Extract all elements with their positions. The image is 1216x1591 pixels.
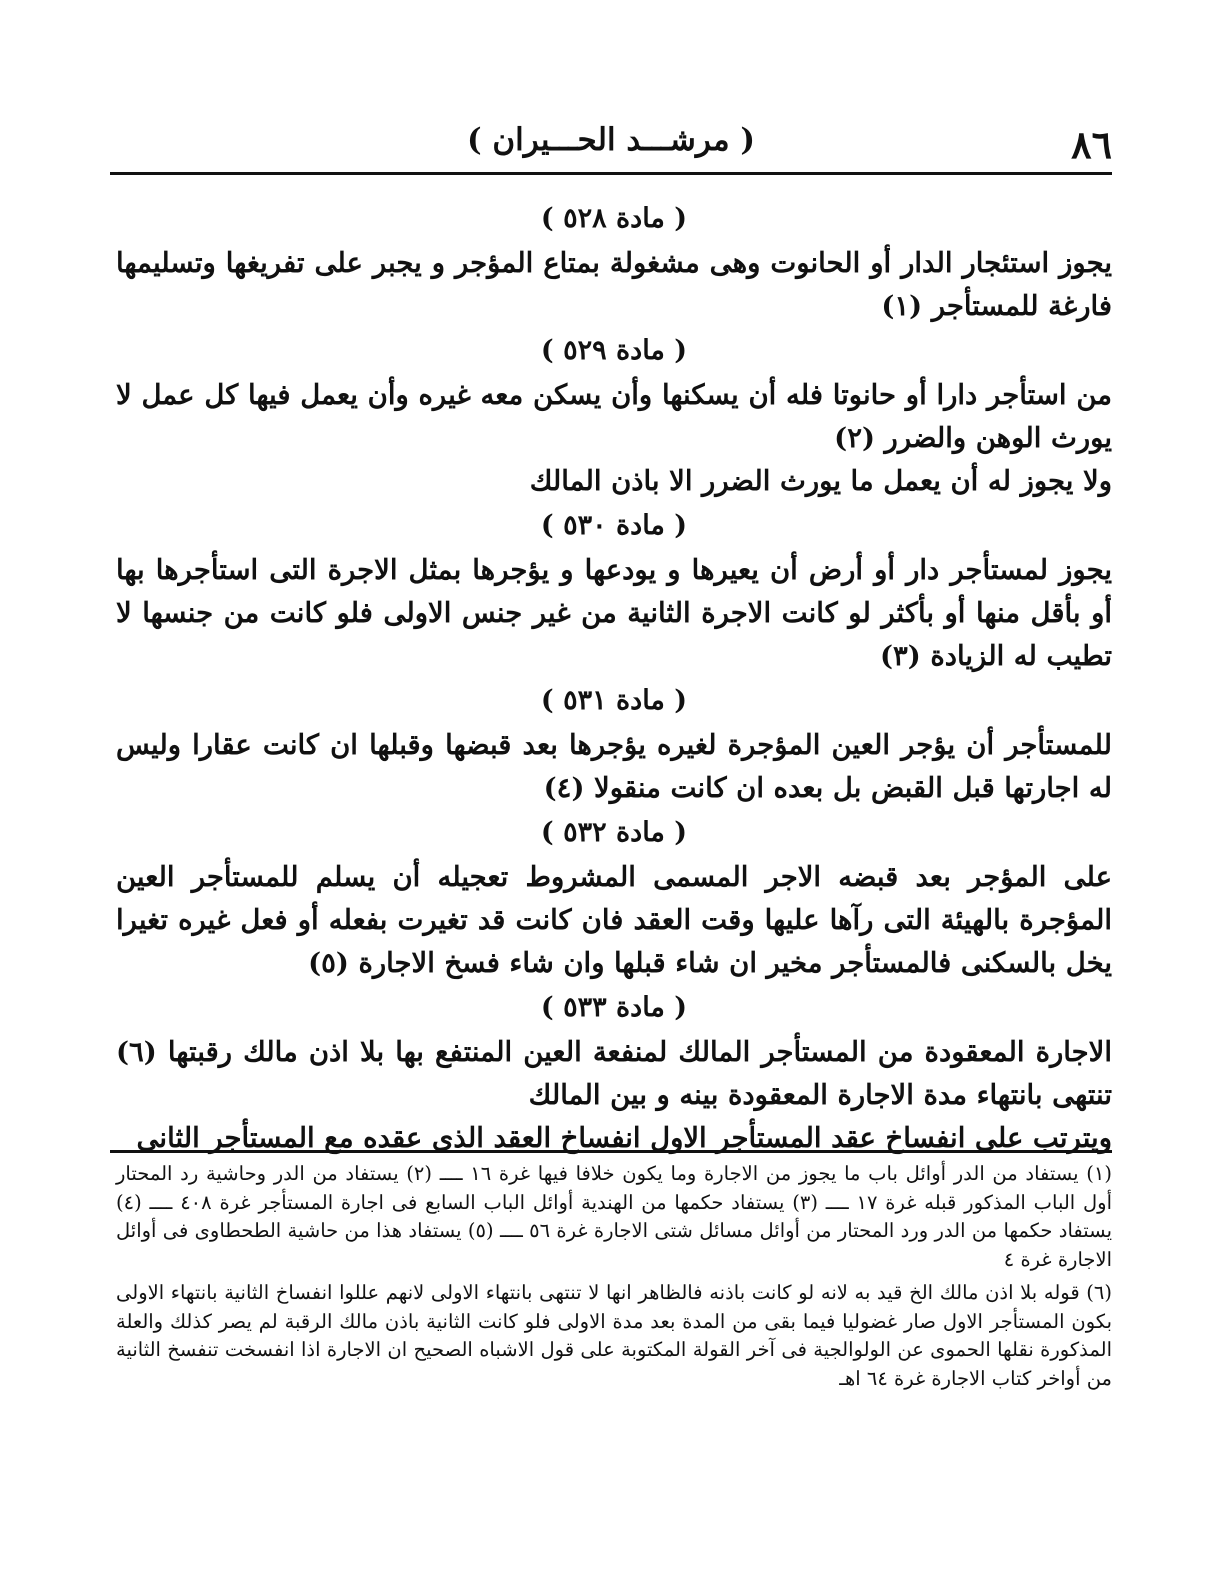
article-528	[116, 200, 1112, 328]
running-title: ( مرشـــد الحـــيران )	[466, 122, 756, 158]
article-text: الاجارة المعقودة من المستأجر المالك لمنفعة العين المنتفع بها بلا اذن مالك رقبتها (٦) تنتهى بانتهاء مدة الاجارة المعقودة بينه و بين المالك	[116, 1036, 1112, 1111]
article-text: على المؤجر بعد قبضه الاجر المسمى المشروط تعجيله أن يسلم للمستأجر العين المؤجرة بالهيئة التى رآها عليها وقت العقد فان كانت قد تغيرت بفعله أو فعل غيره تغيرا يخل بالسكنى فالمستأجر مخير ان شاء قبلها وان شاء فسخ الاجارة (٥)	[116, 861, 1112, 979]
article-text: من استأجر دارا أو حانوتا فله أن يسكنها وأن يسكن معه غيره وأن يعمل فيها كل عمل لا يورث الوهن والضرر (٢)	[116, 379, 1112, 454]
article-532	[116, 814, 1112, 985]
article-text: ويترتب على انفساخ عقد المستأجر الاول انفساخ العقد الذى عقده مع المستأجر الثانى	[136, 1122, 1112, 1154]
article-heading: ( مادة ٥٣٣ )	[540, 992, 688, 1023]
article-heading: ( مادة ٥٣٠ )	[540, 510, 688, 541]
footnote: (١) يستفاد من الدر أوائل باب ما يجوز من الاجارة وما يكون خلافا فيها غرة ١٦ ــــ (٢) يستفاد من الدر وحاشية رد المحتار أول الباب المذكور قبله غرة ١٧ ــــ (٣) يستفاد حكمها من الهندية أوائل الباب السابع فى اجارة المستأجر غرة ٤٠٨ ــــ (٤) يستفاد حكمها من الدر ورد المحتار من أوائل مسائل شتى الاجارة غرة ٥٦ ــــ (٥) يستفاد هذا من حاشية الطحطاوى فى أوائل الاجارة غرة ٤	[116, 1162, 1113, 1271]
page-header	[110, 112, 1112, 172]
article-533	[116, 989, 1112, 1160]
article-heading: ( مادة ٥٣٢ )	[540, 817, 688, 848]
article-text: للمستأجر أن يؤجر العين المؤجرة لغيره يؤجرها بعد قبضها وقبلها ان كانت عقارا وليس له اجارتها قبل القبض بل بعده ان كانت منقولا (٤)	[116, 729, 1112, 804]
article-text: يجوز استئجار الدار أو الحانوت وهى مشغولة بمتاع المؤجر و يجبر على تفريغها وتسليمها فارغة للمستأجر (١)	[116, 247, 1113, 322]
article-heading: ( مادة ٥٢٨ )	[540, 203, 688, 234]
articles-body	[116, 196, 1112, 1160]
footnotes	[116, 1160, 1112, 1398]
header-rule	[110, 172, 1112, 175]
article-heading: ( مادة ٥٣١ )	[540, 685, 688, 716]
article-text: يجوز لمستأجر دار أو أرض أن يعيرها و يودعها و يؤجرها بمثل الاجرة التى استأجرها بها أو بأقل منها أو بأكثر لو كانت الاجرة الثانية من غير جنس الاولى فلو كانت من جنسها لا تطيب له الزيادة (٣)	[116, 554, 1112, 672]
footnote-rule	[110, 1150, 1112, 1153]
article-heading: ( مادة ٥٢٩ )	[540, 335, 688, 366]
footnote: (٦) قوله بلا اذن مالك الخ قيد به لانه لو كانت باذنه فالظاهر انها لا تنتهى بانتهاء الاولى لانهم عللوا انفساخ الثانية بانتهاء الاولى بكون المستأجر الاول صار غضوليا فيما بقى من المدة بعد مدة الاولى فلو كانت الثانية باذن مالك الرقبة لم يصر كذلك والعلة المذكورة نقلها الحموى عن الولوالجية فى آخر القولة المكتوبة على قول الاشباه الصحيح ان الاجارة اذا انفسخت تنفسخ الثانية من أواخر كتاب الاجارة غرة ٦٤ اهـ	[116, 1281, 1112, 1390]
article-530	[116, 507, 1112, 678]
article-531	[116, 682, 1112, 810]
article-text: ولا يجوز له أن يعمل ما يورث الضرر الا باذن المالك	[529, 465, 1112, 497]
article-529	[116, 332, 1112, 503]
page-number: ٨٦	[1071, 122, 1112, 167]
